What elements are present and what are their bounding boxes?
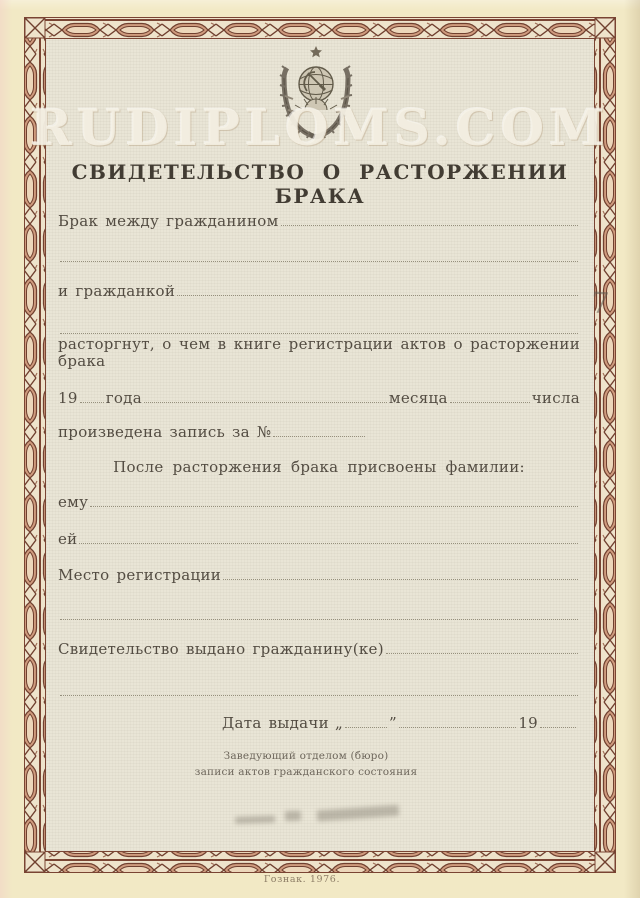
dotted-line	[144, 402, 387, 403]
official-title-line2: записи актов гражданского состояния	[194, 766, 418, 779]
surnames-heading: После расторжения брака присвоены фамилии:	[113, 457, 525, 476]
year-prefix: 19	[58, 388, 78, 407]
month-word: месяца	[388, 388, 448, 407]
field-him-surname	[58, 487, 580, 511]
dotted-line	[177, 295, 578, 296]
smudge-mark	[317, 805, 400, 822]
dotted-line	[223, 579, 578, 580]
smudge-mark	[235, 816, 275, 824]
dotted-line	[60, 261, 578, 262]
blurred-serial-stamp	[233, 798, 404, 834]
field-issued-to-continued	[58, 676, 580, 700]
handwritten-mark: 7	[590, 285, 611, 321]
surnames-heading-row	[58, 452, 580, 476]
close-quote: ”	[389, 713, 397, 732]
field-wife	[58, 276, 580, 300]
dotted-line	[79, 543, 578, 544]
dotted-line	[273, 436, 365, 437]
dotted-line	[540, 727, 576, 728]
field-record-number	[58, 417, 580, 441]
field-issued-to	[58, 634, 580, 658]
official-signature-block	[58, 748, 554, 781]
him-label: ему	[58, 492, 89, 511]
day-word: числа	[531, 388, 580, 407]
husband-label: Брак между гражданином	[58, 211, 279, 230]
field-husband-continued	[58, 242, 580, 266]
issue-date-label: Дата выдачи	[222, 713, 329, 732]
watermark-text: RUDIPLOMS.COM	[30, 98, 610, 157]
dissolved-statement	[58, 334, 580, 370]
smudge-mark	[285, 811, 301, 822]
dotted-line	[60, 695, 578, 696]
field-date-of-record	[58, 383, 580, 407]
page-title: СВИДЕТЕЛЬСТВО О РАСТОРЖЕНИИ БРАКА	[71, 160, 569, 208]
dotted-line	[60, 333, 578, 334]
record-label: произведена запись за №	[58, 422, 272, 441]
dotted-line	[450, 402, 530, 403]
dotted-line	[281, 225, 578, 226]
dotted-line	[386, 653, 578, 654]
wife-label: и гражданкой	[58, 281, 176, 300]
her-label: ей	[58, 529, 78, 548]
dotted-line	[80, 402, 104, 403]
year-word: года	[105, 388, 142, 407]
field-registration-place	[58, 560, 580, 584]
dotted-line	[60, 619, 578, 620]
field-her-surname	[58, 524, 580, 548]
open-quote: „	[334, 713, 344, 732]
issue-year-prefix: 19	[518, 713, 538, 732]
field-issue-date	[222, 708, 578, 732]
dissolved-text: расторгнут, о чем в книге регистрации актов о расторжении брака	[58, 334, 580, 370]
issued-to-label: Свидетельство выдано гражданину(ке)	[58, 639, 384, 658]
goznak-imprint: Гознак. 1976.	[263, 874, 341, 885]
dotted-line	[399, 727, 516, 728]
field-registration-place-continued	[58, 600, 580, 624]
field-husband	[58, 206, 580, 230]
dotted-line	[90, 506, 578, 507]
dotted-line	[345, 727, 387, 728]
place-label: Место регистрации	[58, 565, 222, 584]
official-title-line1: Заведующий отделом (бюро)	[223, 750, 389, 762]
